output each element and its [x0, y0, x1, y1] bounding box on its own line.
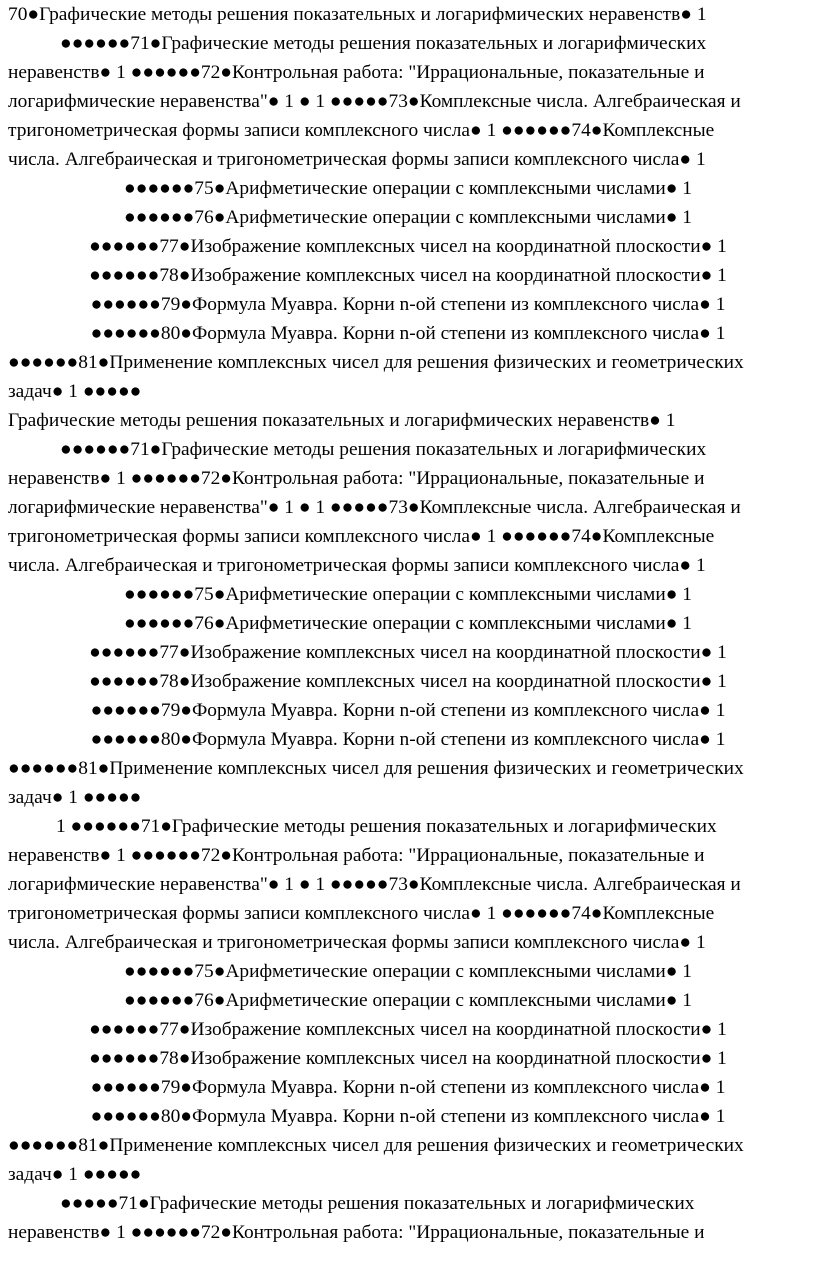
text-line: ●●●●●●78●Изображение комплексных чисел на координатной плоскости● 1	[89, 265, 727, 286]
text-line: задач● 1 ●●●●●	[8, 1164, 142, 1185]
text-line: ●●●●●●75●Арифметические операции с комплексными числами● 1	[124, 584, 692, 605]
text-line: ●●●●●71●Графические методы решения показательных и логарифмических	[60, 1193, 695, 1214]
text-line: ●●●●●●79●Формула Муавра. Корни n-ой степени из комплексного числа● 1	[90, 700, 726, 721]
text-line: логарифмические неравенства"● 1 ● 1 ●●●●●73●Комплексные числа. Алгебраическая и	[8, 91, 741, 112]
text-line: ●●●●●●79●Формула Муавра. Корни n-ой степени из комплексного числа● 1	[90, 294, 726, 315]
text-line: Графические методы решения показательных и логарифмических неравенств● 1	[8, 410, 676, 431]
text-line: числа. Алгебраическая и тригонометрическая формы записи комплексного числа● 1	[8, 149, 706, 170]
text-line: задач● 1 ●●●●●	[8, 381, 142, 402]
text-line: ●●●●●●79●Формула Муавра. Корни n-ой степени из комплексного числа● 1	[90, 1077, 726, 1098]
text-line: неравенств● 1 ●●●●●●72●Контрольная работа: "Иррациональные, показательные и	[8, 62, 705, 83]
text-line: ●●●●●●77●Изображение комплексных чисел на координатной плоскости● 1	[89, 642, 727, 663]
text-line: 1 ●●●●●●71●Графические методы решения показательных и логарифмических	[56, 816, 717, 837]
text-line: ●●●●●●78●Изображение комплексных чисел на координатной плоскости● 1	[89, 671, 727, 692]
text-line: логарифмические неравенства"● 1 ● 1 ●●●●●73●Комплексные числа. Алгебраическая и	[8, 874, 741, 895]
text-line: ●●●●●●80●Формула Муавра. Корни n-ой степени из комплексного числа● 1	[90, 729, 726, 750]
text-line: неравенств● 1 ●●●●●●72●Контрольная работа: "Иррациональные, показательные и	[8, 1222, 705, 1243]
text-line: неравенств● 1 ●●●●●●72●Контрольная работа: "Иррациональные, показательные и	[8, 845, 705, 866]
text-line: ●●●●●●71●Графические методы решения показательных и логарифмических	[60, 33, 707, 54]
text-line: числа. Алгебраическая и тригонометрическая формы записи комплексного числа● 1	[8, 932, 706, 953]
text-line: ●●●●●●77●Изображение комплексных чисел на координатной плоскости● 1	[89, 1019, 727, 1040]
text-line: ●●●●●●81●Применение комплексных чисел для решения физических и геометрических	[8, 758, 744, 779]
text-line: ●●●●●●75●Арифметические операции с комплексными числами● 1	[124, 178, 692, 199]
text-line: ●●●●●●76●Арифметические операции с комплексными числами● 1	[124, 613, 692, 634]
text-line: ●●●●●●81●Применение комплексных чисел для решения физических и геометрических	[8, 352, 744, 373]
text-line: ●●●●●●75●Арифметические операции с комплексными числами● 1	[124, 961, 692, 982]
text-line: ●●●●●●80●Формула Муавра. Корни n-ой степени из комплексного числа● 1	[90, 323, 726, 344]
text-line: задач● 1 ●●●●●	[8, 787, 142, 808]
text-line: 70●Графические методы решения показательных и логарифмических неравенств● 1	[8, 4, 707, 25]
text-line: логарифмические неравенства"● 1 ● 1 ●●●●●73●Комплексные числа. Алгебраическая и	[8, 497, 741, 518]
text-line: ●●●●●●78●Изображение комплексных чисел на координатной плоскости● 1	[89, 1048, 727, 1069]
text-line: тригонометрическая формы записи комплексного числа● 1 ●●●●●●74●Комплексные	[8, 120, 715, 141]
text-line: тригонометрическая формы записи комплексного числа● 1 ●●●●●●74●Комплексные	[8, 526, 715, 547]
text-line: неравенств● 1 ●●●●●●72●Контрольная работа: "Иррациональные, показательные и	[8, 468, 705, 489]
text-line: ●●●●●●77●Изображение комплексных чисел на координатной плоскости● 1	[89, 236, 727, 257]
text-line: числа. Алгебраическая и тригонометрическая формы записи комплексного числа● 1	[8, 555, 706, 576]
text-line: ●●●●●●76●Арифметические операции с комплексными числами● 1	[124, 990, 692, 1011]
text-line: ●●●●●●81●Применение комплексных чисел для решения физических и геометрических	[8, 1135, 744, 1156]
text-line: ●●●●●●71●Графические методы решения показательных и логарифмических	[60, 439, 707, 460]
text-line: ●●●●●●80●Формула Муавра. Корни n-ой степени из комплексного числа● 1	[90, 1106, 726, 1127]
text-line: тригонометрическая формы записи комплексного числа● 1 ●●●●●●74●Комплексные	[8, 903, 715, 924]
text-line: ●●●●●●76●Арифметические операции с комплексными числами● 1	[124, 207, 692, 228]
